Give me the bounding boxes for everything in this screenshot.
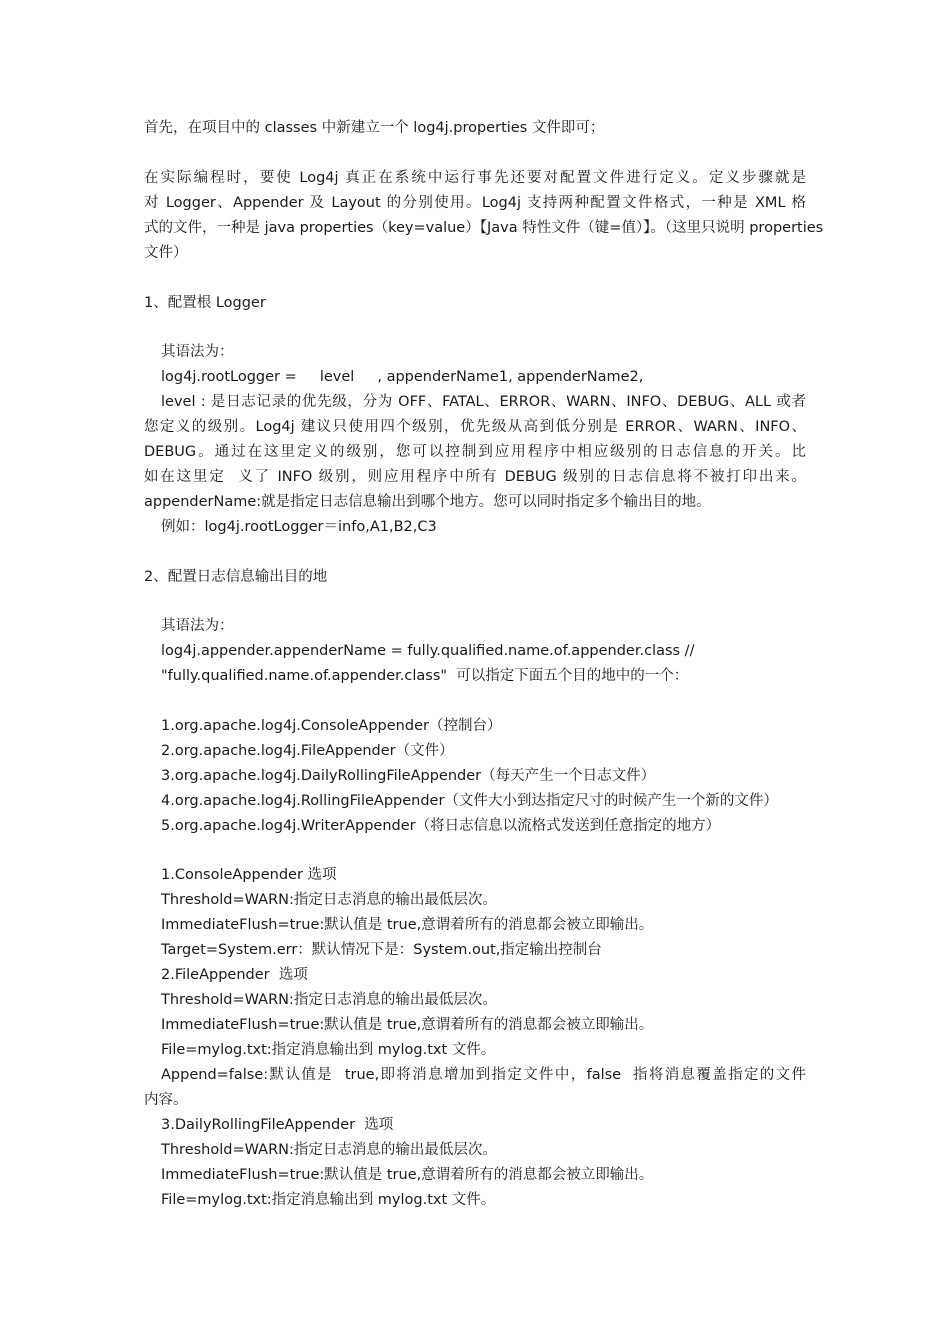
option-line: File=mylog.txt:指定消息输出到 mylog.txt 文件。 bbox=[161, 1042, 496, 1058]
option-line: Append=false:默认值是 true,即将消息增加到指定文件中，false 指将消息覆盖指定的文件 bbox=[161, 1067, 806, 1083]
level-desc-line: DEBUG。通过在这里定义的级别，您可以控制到应用程序中相应级别的日志信息的开关。比 bbox=[144, 444, 806, 460]
section1-syntax-label: 其语法为： bbox=[161, 344, 234, 360]
appender-item: 1.org.apache.log4j.ConsoleAppender（控制台） bbox=[161, 718, 502, 734]
level-desc-line: 您定义的级别。Log4j 建议只使用四个级别，优先级从高到低分别是 ERROR、WARN、INFO、 bbox=[144, 419, 806, 435]
option-line: ImmediateFlush=true:默认值是 true,意谓着所有的消息都会被立即输出。 bbox=[161, 1167, 654, 1183]
option-heading: 2.FileAppender 选项 bbox=[161, 967, 308, 983]
option-heading: 3.DailyRollingFileAppender 选项 bbox=[161, 1117, 394, 1133]
option-line: ImmediateFlush=true:默认值是 true,意谓着所有的消息都会被立即输出。 bbox=[161, 917, 654, 933]
section2-syntax-label: 其语法为： bbox=[161, 618, 234, 634]
section1-syntax: log4j.rootLogger = level , appenderName1, appenderName2, bbox=[161, 369, 644, 385]
option-heading: 1.ConsoleAppender 选项 bbox=[161, 867, 337, 883]
appender-item: 2.org.apache.log4j.FileAppender（文件） bbox=[161, 743, 454, 759]
option-line: File=mylog.txt:指定消息输出到 mylog.txt 文件。 bbox=[161, 1192, 496, 1208]
appender-item: 5.org.apache.log4j.WriterAppender（将日志信息以流格式发送到任意指定的地方） bbox=[161, 818, 721, 834]
level-desc-line: 如在这里定 义了 INFO 级别，则应用程序中所有 DEBUG 级别的日志信息将不被打印出来。 bbox=[144, 469, 806, 485]
section1-heading: 1、配置根 Logger bbox=[144, 295, 266, 311]
level-desc-line: appenderName:就是指定日志信息输出到哪个地方。您可以同时指定多个输出目的地。 bbox=[144, 494, 711, 510]
section1-example: 例如：log4j.rootLogger＝info,A1,B2,C3 bbox=[161, 519, 437, 535]
intro-text: 首先，在项目中的 classes 中新建立一个 log4j.properties 文件即可； bbox=[144, 120, 605, 136]
appender-item: 3.org.apache.log4j.DailyRollingFileAppender（每天产生一个日志文件） bbox=[161, 768, 656, 784]
option-line: Target=System.err：默认情况下是：System.out,指定输出控制台 bbox=[161, 942, 602, 958]
para1-line: 对 Logger、Appender 及 Layout 的分别使用。Log4j 支持两种配置文件格式，一种是 XML 格 bbox=[144, 195, 806, 211]
option-line: ImmediateFlush=true:默认值是 true,意谓着所有的消息都会被立即输出。 bbox=[161, 1017, 654, 1033]
level-desc-line: level : 是日志记录的优先级，分为 OFF、FATAL、ERROR、WARN、INFO、DEBUG、ALL 或者 bbox=[161, 394, 806, 410]
option-line: Threshold=WARN:指定日志消息的输出最低层次。 bbox=[161, 892, 497, 908]
para1-line: 在实际编程时，要使 Log4j 真正在系统中运行事先还要对配置文件进行定义。定义步骤就是 bbox=[144, 170, 806, 186]
section2-heading: 2、配置日志信息输出目的地 bbox=[144, 569, 328, 585]
para1-line: 式的文件，一种是 java properties（key=value）【Java 特性文件（键=值）】。（这里只说明 properties bbox=[144, 220, 824, 236]
para1-line: 文件） bbox=[144, 245, 188, 261]
appender-item: 4.org.apache.log4j.RollingFileAppender（文件大小到达指定尺寸的时候产生一个新的文件） bbox=[161, 793, 778, 809]
section2-syntax-line: "fully.qualified.name.of.appender.class" 可以指定下面五个目的地中的一个： bbox=[161, 668, 689, 684]
option-line: Threshold=WARN:指定日志消息的输出最低层次。 bbox=[161, 1142, 497, 1158]
section2-syntax-line: log4j.appender.appenderName = fully.qualified.name.of.appender.class // bbox=[161, 643, 695, 659]
option-line: Threshold=WARN:指定日志消息的输出最低层次。 bbox=[161, 992, 497, 1008]
option-line: 内容。 bbox=[144, 1092, 188, 1108]
